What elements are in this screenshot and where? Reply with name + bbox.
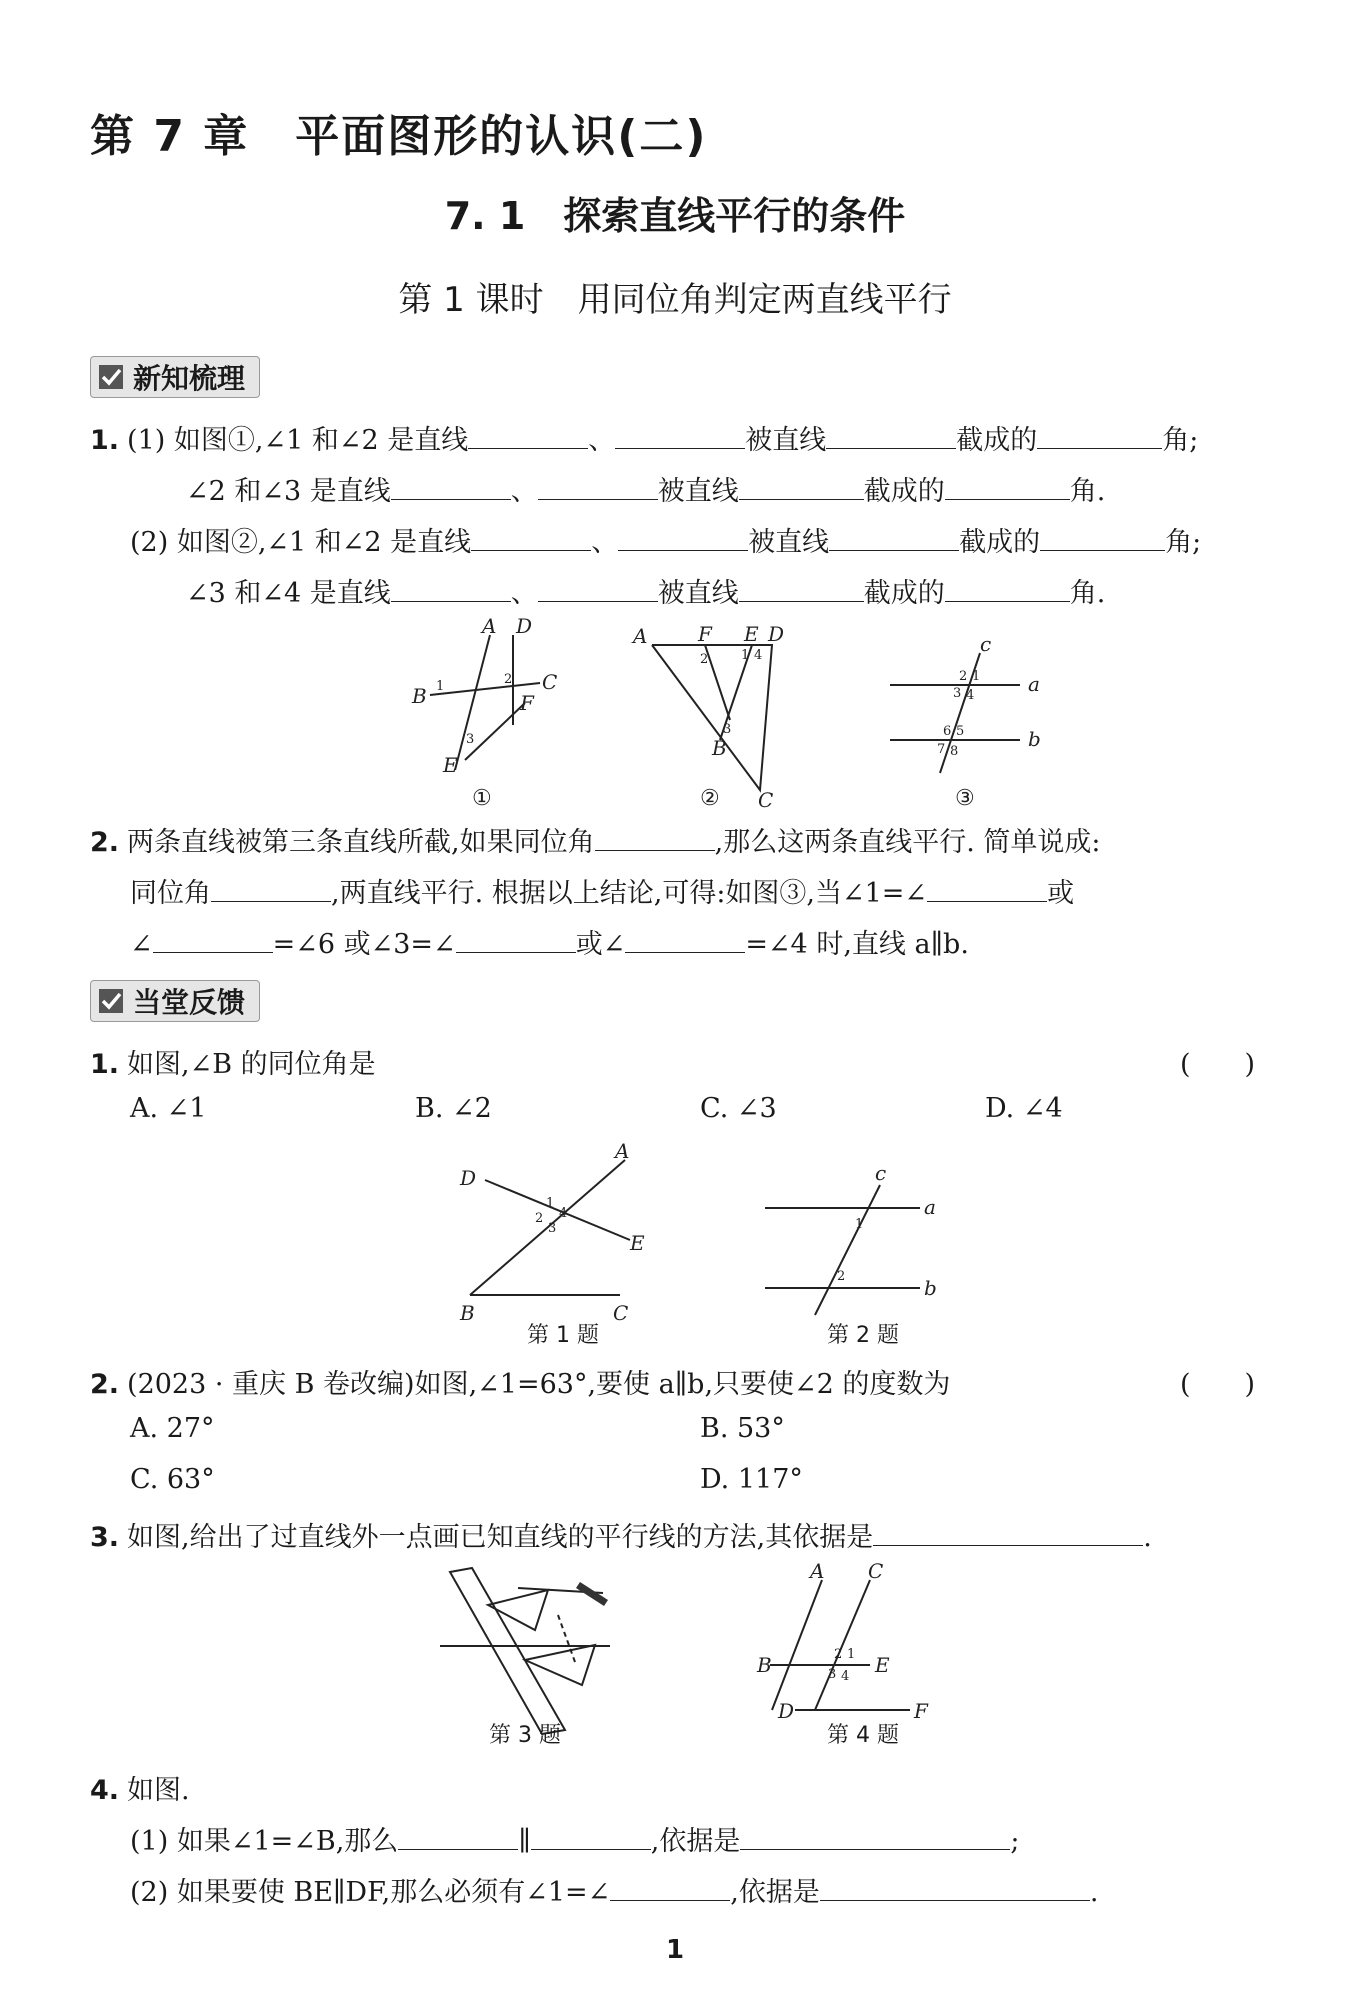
fq1-line-DE <box>485 1180 630 1240</box>
fq4-label: B <box>757 1653 772 1677</box>
fig2-label: F <box>698 622 712 646</box>
angle-label: 2 <box>837 1269 846 1284</box>
angle-label: 1 <box>546 1196 555 1211</box>
angle-label: 2 <box>504 672 513 687</box>
fig2-label: D <box>768 622 785 646</box>
figures-q1-q2 <box>450 1140 970 1340</box>
fig3-label: b <box>1028 727 1041 751</box>
fq1-label: B <box>460 1301 475 1325</box>
fig2-label: A <box>633 624 648 648</box>
fb-q3-stem: 3. 如图,给出了过直线外一点画已知直线的平行线的方法,其依据是 . <box>90 1515 1152 1554</box>
new-q1-line1: 1. (1) 如图①,∠1 和∠2 是直线 、 被直线 截成的 角; <box>90 418 1198 457</box>
caption-q3: 第 3 题 <box>489 1723 561 1748</box>
fig3-caption: ③ <box>955 786 975 810</box>
angle-label: 6 <box>943 724 952 739</box>
fb-q1-answer-paren: ( ) <box>1180 1049 1256 1080</box>
chapter-title: 第 7 章 平面图形的认识(二) <box>90 111 708 162</box>
badge-new-knowledge <box>90 356 260 398</box>
angle-label: 4 <box>966 688 975 703</box>
angle-label: 1 <box>436 679 445 694</box>
new-q1-line4: ∠3 和∠4 是直线 、 被直线 截成的 角. <box>186 571 1105 610</box>
badge-feedback <box>90 980 260 1022</box>
fq4-label: A <box>810 1560 825 1583</box>
angle-label: 5 <box>956 724 965 739</box>
angle-label: 1 <box>855 1217 864 1232</box>
new-q1-line3: (2) 如图②,∠1 和∠2 是直线 、 被直线 截成的 角; <box>130 520 1201 559</box>
fb-q4-stem: 4. 如图. <box>90 1775 190 1806</box>
fig2-label: B <box>712 736 727 760</box>
figures-q3-q4 <box>430 1560 990 1735</box>
fb-q1-option-b: B. ∠2 <box>415 1093 492 1124</box>
angle-label: 3 <box>466 732 475 747</box>
checkmark-icon <box>97 987 125 1015</box>
fb-q1-option-c: C. ∠3 <box>700 1093 777 1124</box>
fb-q2-option-d: D. 117° <box>700 1464 803 1495</box>
angle-label: 2 <box>535 1211 544 1226</box>
fig2-label: C <box>758 788 774 810</box>
fig1-line-AE <box>455 635 490 770</box>
new-q2-line1: 2. 两条直线被第三条直线所截,如果同位角 ,那么这两条直线平行. 简单说成: <box>90 820 1100 859</box>
fb-q4-part2: (2) 如果要使 BE∥DF,那么必须有∠1=∠ ,依据是 . <box>130 1870 1098 1909</box>
fq2-label: c <box>875 1161 887 1185</box>
fig1-label: B <box>412 684 427 708</box>
angle-label: 1 <box>741 648 750 663</box>
angle-label: 2 <box>700 652 709 667</box>
pencil-icon <box>576 1582 608 1606</box>
fb-q2-option-b: B. 53° <box>700 1413 785 1444</box>
checkmark-icon <box>97 363 125 391</box>
angle-label: 7 <box>937 742 946 757</box>
fig2-label: E <box>744 622 759 646</box>
fq1-label: E <box>630 1231 645 1255</box>
fq3-set-square-top <box>488 1590 548 1630</box>
fig3-label: c <box>980 632 992 656</box>
fig2-line-FB <box>705 645 730 720</box>
caption-q4: 第 4 题 <box>827 1723 899 1748</box>
fb-q4-part1: (1) 如果∠1=∠B,那么 ∥ ,依据是 ; <box>130 1819 1020 1858</box>
fig1-caption: ① <box>472 786 492 810</box>
fb-q1-option-a: A. ∠1 <box>130 1093 207 1124</box>
badge-label: 新知梳理 <box>133 362 246 395</box>
angle-label: 3 <box>828 1667 837 1682</box>
angle-label: 2 <box>959 669 968 684</box>
fb-q2-option-c: C. 63° <box>130 1464 215 1495</box>
caption-q1: 第 1 题 <box>527 1323 599 1348</box>
fq3-dashed-line <box>558 1615 575 1662</box>
angle-label: 8 <box>950 744 959 759</box>
angle-label: 1 <box>847 1647 856 1662</box>
fq4-line-AD <box>772 1580 822 1710</box>
fq4-label: D <box>778 1699 795 1723</box>
new-q2-line2: 同位角 ,两直线平行. 根据以上结论,可得:如图③,当∠1=∠ 或 <box>130 871 1074 910</box>
angle-label: 1 <box>972 669 981 684</box>
badge-label: 当堂反馈 <box>133 986 246 1019</box>
fq2-label: b <box>924 1276 937 1300</box>
fb-q2-option-a: A. 27° <box>130 1413 215 1444</box>
angle-label: 4 <box>559 1206 568 1221</box>
fq4-label: C <box>868 1560 884 1583</box>
fig1-label: D <box>516 615 533 638</box>
new-q2-line3: ∠ =∠6 或∠3=∠ 或∠ =∠4 时,直线 a∥b. <box>130 922 969 961</box>
fb-q2-stem: 2. (2023 · 重庆 B 卷改编)如图,∠1=63°,要使 a∥b,只要使∠2 的度数为 <box>90 1369 951 1400</box>
fq1-label: A <box>615 1140 630 1163</box>
fq1-label: C <box>613 1301 629 1325</box>
angle-label: 3 <box>723 722 732 737</box>
angle-label: 3 <box>548 1221 557 1236</box>
fig3-label: a <box>1028 672 1040 696</box>
fq4-label: F <box>914 1699 928 1723</box>
figures-1-2-3 <box>400 615 1080 810</box>
fq1-label: D <box>460 1166 477 1190</box>
fig1-label: E <box>443 753 458 777</box>
fig2-caption: ② <box>700 786 720 810</box>
fb-q1-stem: 1. 如图,∠B 的同位角是 <box>90 1049 376 1080</box>
fig1-label: A <box>482 615 497 638</box>
new-q1-line2: ∠2 和∠3 是直线 、 被直线 截成的 角. <box>186 469 1105 508</box>
page-number: 1 <box>665 1935 685 1965</box>
fq2-line-c <box>815 1185 880 1315</box>
fq4-line-C <box>815 1580 870 1710</box>
angle-label: 4 <box>754 648 763 663</box>
angle-label: 3 <box>953 686 962 701</box>
lesson-title: 第 1 课时 用同位角判定两直线平行 <box>398 280 952 320</box>
section-title: 7. 1 探索直线平行的条件 <box>444 194 906 238</box>
fq2-label: a <box>924 1195 936 1219</box>
fig1-label: F <box>520 691 534 715</box>
angle-label: 2 <box>834 1647 843 1662</box>
angle-label: 4 <box>841 1669 850 1684</box>
fb-q2-answer-paren: ( ) <box>1180 1369 1256 1400</box>
fb-q1-option-d: D. ∠4 <box>985 1093 1063 1124</box>
caption-q2: 第 2 题 <box>827 1323 899 1348</box>
fig1-label: C <box>542 670 558 694</box>
fq4-label: E <box>875 1653 890 1677</box>
